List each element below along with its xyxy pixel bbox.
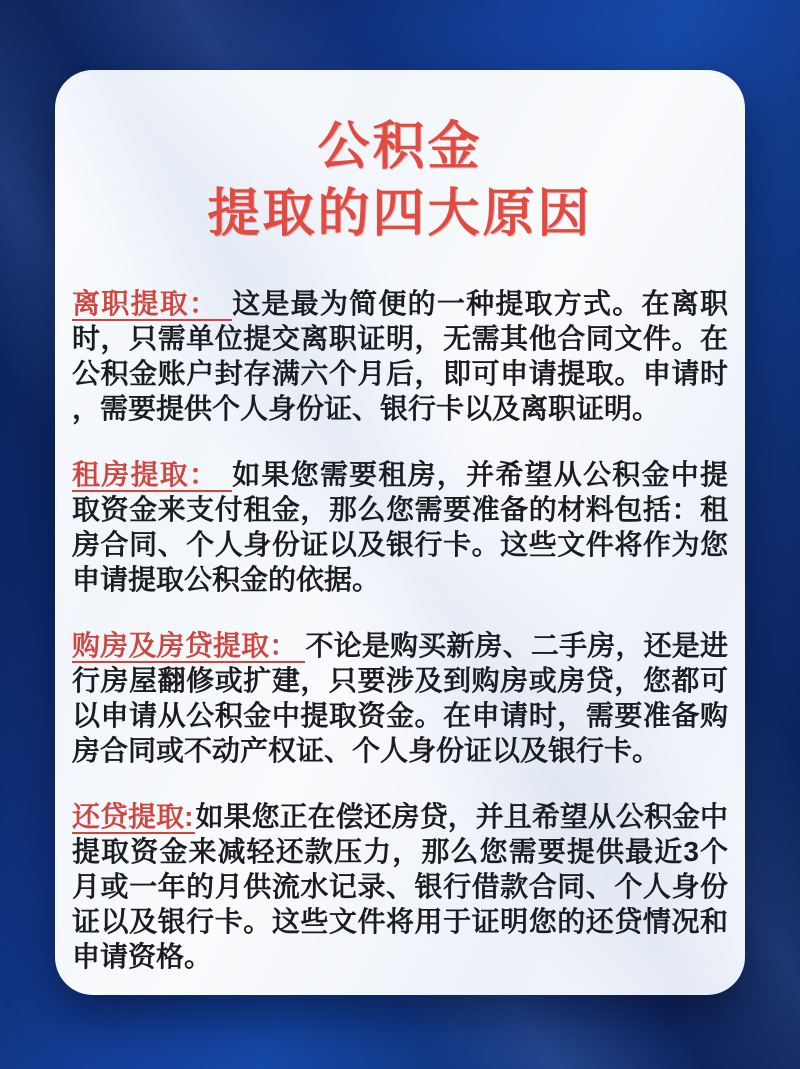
title-line-1: 公积金: [317, 118, 483, 176]
section-rent-withdrawal: [72, 457, 728, 597]
section-heading-resignation: 离职提取：: [72, 288, 232, 321]
section-body-loanrepayment: 如果您正在偿还房贷，并且希望从公积金中提取资金来减轻还款压力，那么您需要提供最近3个月或一年的月供流水记录、银行借款合同、个人身份证以及银行卡。这些文件将用于证明您的还贷情况和申请资格。: [72, 801, 728, 972]
title-line-2: 提取的四大原因: [207, 185, 593, 243]
section-loanrepayment-withdrawal: [72, 799, 728, 974]
section-body-homepurchase: 不论是购买新房、二手房，还是进行房屋翻修或扩建，只要涉及到购房或房贷，您都可以申请从公积金中提取资金。在申请时，需要准备购房合同或不动产权证、个人身份证以及银行卡。: [72, 630, 728, 766]
section-homepurchase-withdrawal: [72, 628, 728, 768]
poster-title: [72, 114, 728, 248]
poster-card: [55, 70, 745, 995]
section-resignation-withdrawal: [72, 286, 728, 426]
section-heading-rent: 租房提取：: [72, 459, 232, 492]
section-heading-homepurchase: 购房及房贷提取：: [72, 630, 305, 663]
section-body-resignation: 这是最为简便的一种提取方式。在离职时，只需单位提交离职证明，无需其他合同文件。在公积金账户封存满六个月后，即可申请提取。申请时，需要提供个人身份证、银行卡以及离职证明。: [72, 288, 728, 424]
section-heading-loanrepayment: 还贷提取:: [72, 801, 194, 832]
section-body-rent: 如果您需要租房，并希望从公积金中提取资金来支付租金，那么您需要准备的材料包括：租房合同、个人身份证以及银行卡。这些文件将作为您申请提取公积金的依据。: [72, 459, 728, 595]
